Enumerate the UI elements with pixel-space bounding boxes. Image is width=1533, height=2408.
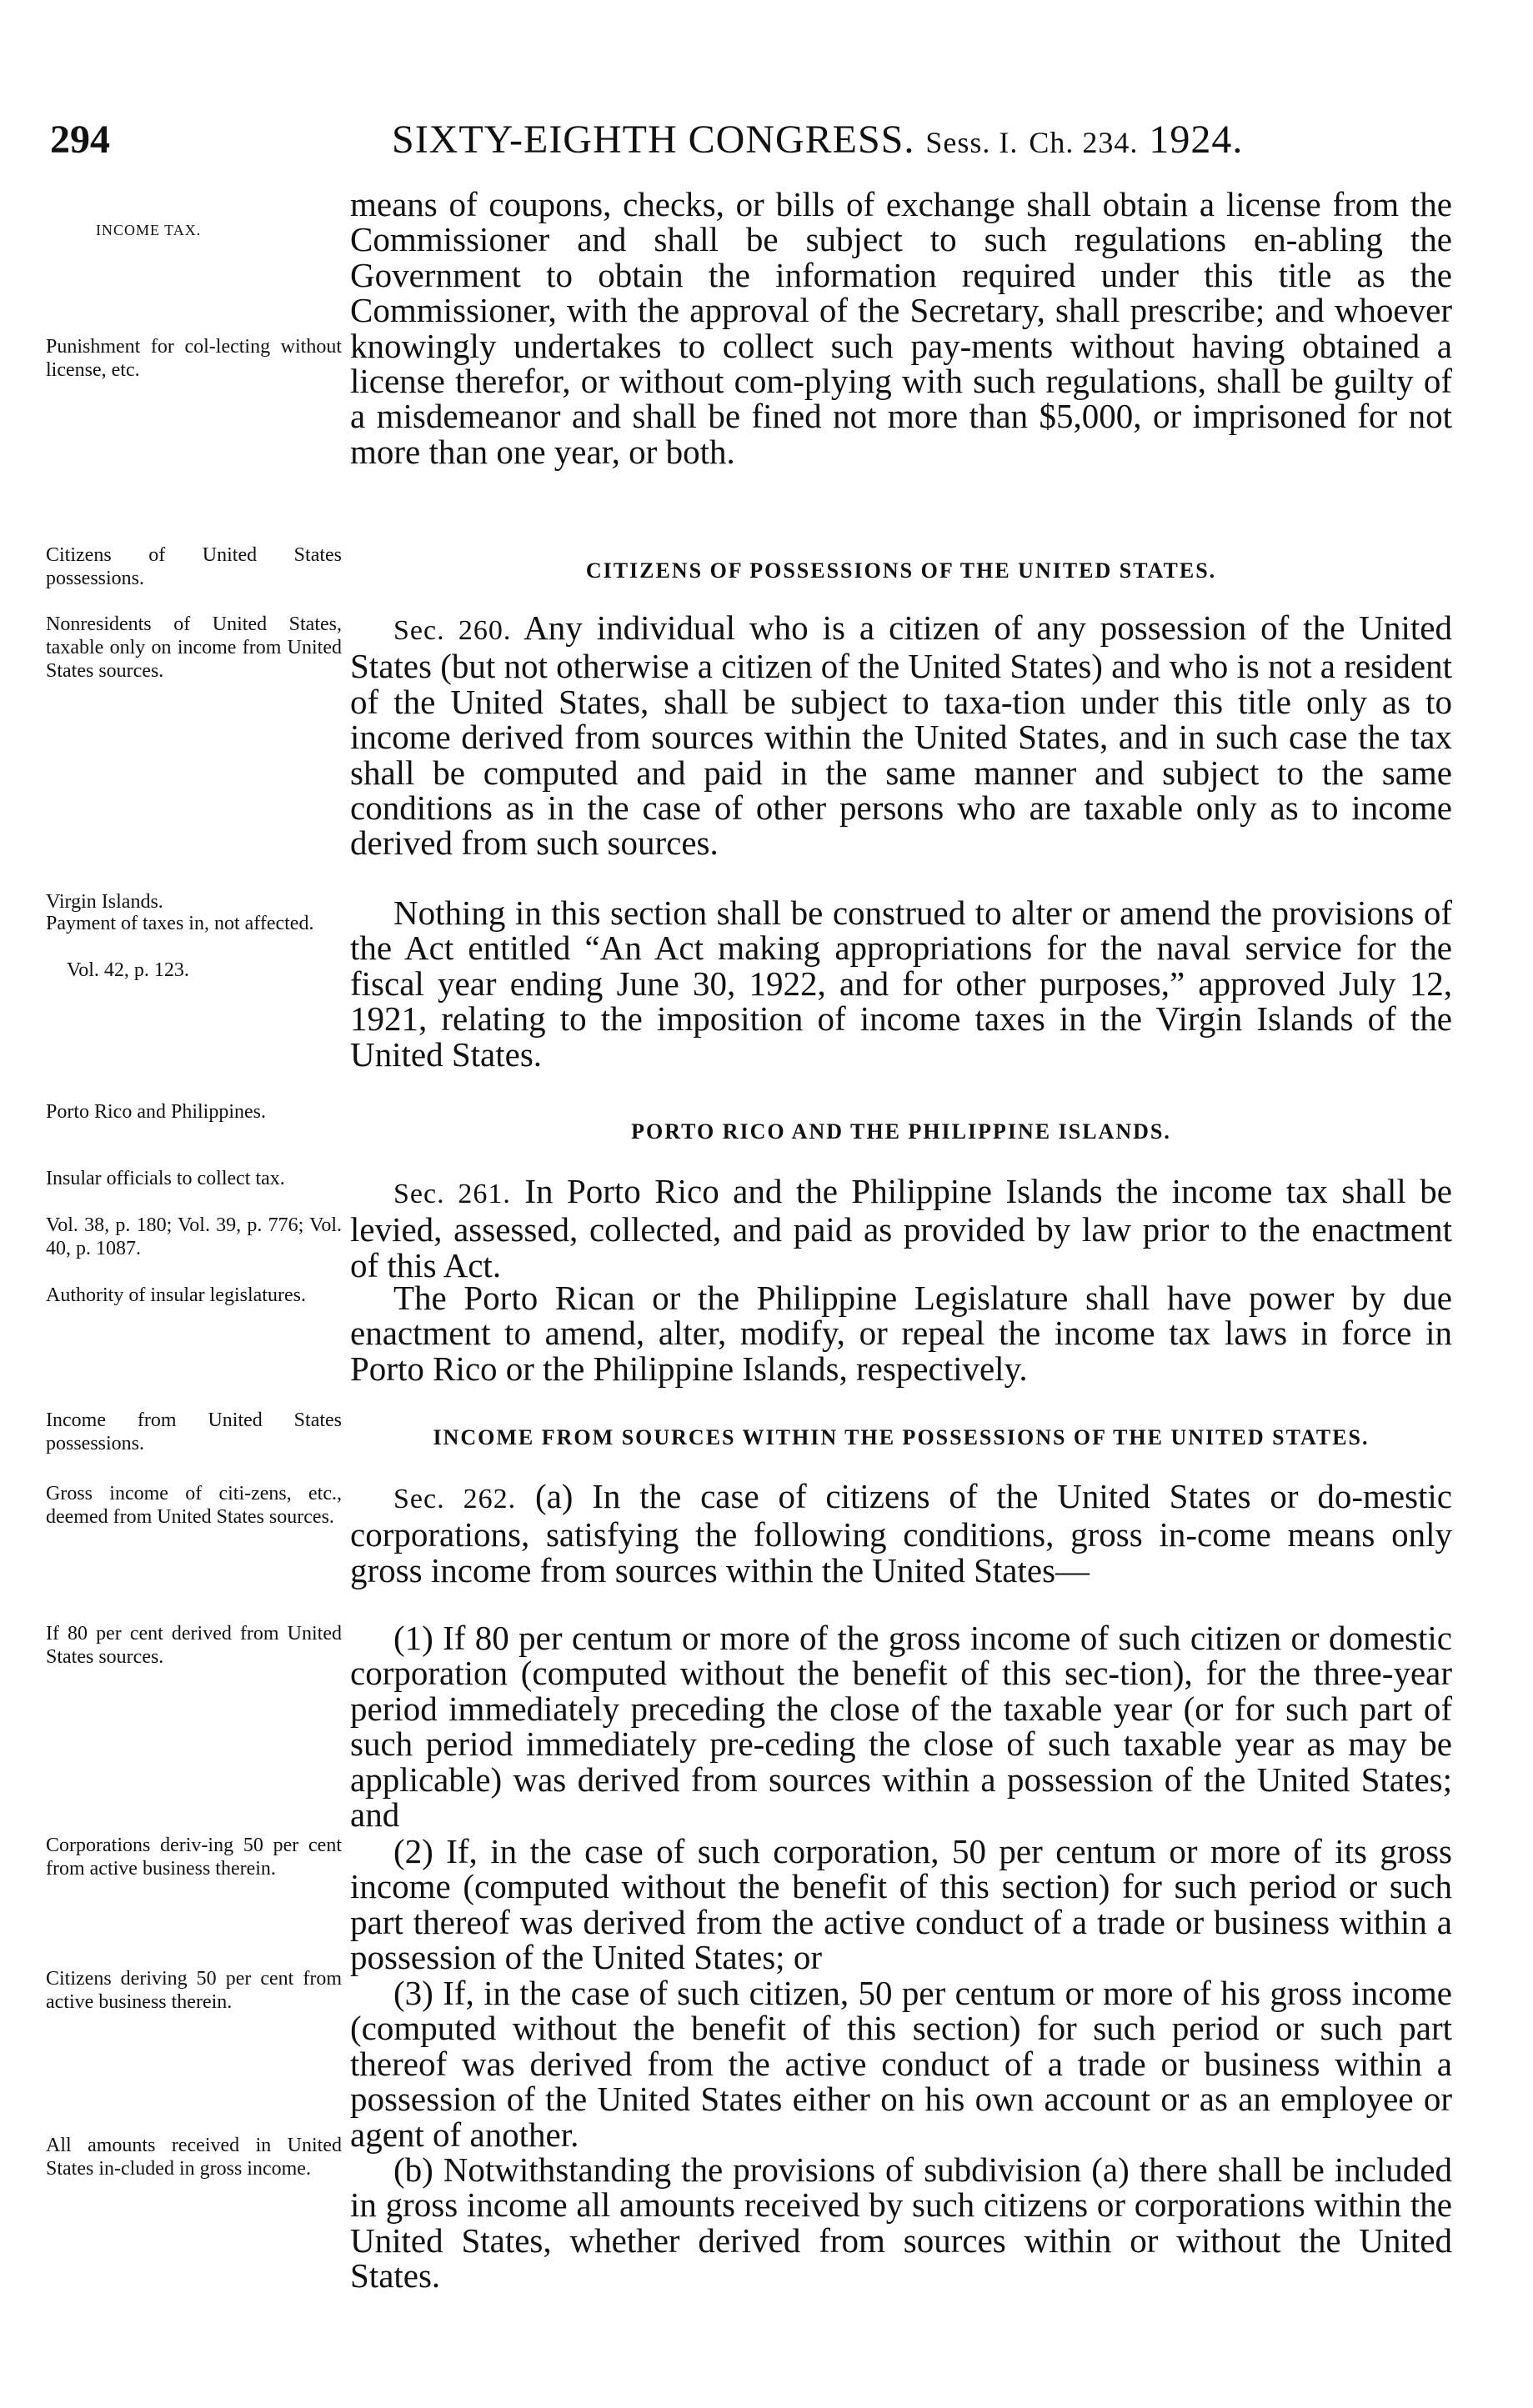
sidenote-nonresidents: Nonresidents of United States, taxable only on income from United States sources. [46, 613, 342, 682]
paragraph-legislature: The Porto Rican or the Philippine Legislature shall have power by due enactment to amend, alter, modify, or repeal the income tax laws in force in Porto Rico or the Philippine Islands, respectively. [350, 1279, 1452, 1388]
sidenote-punishment: Punishment for col-lecting without license, etc. [46, 336, 342, 381]
sidenote-vol38: Vol. 38, p. 180; Vol. 39, p. 776; Vol. 40, p. 1087. [46, 1214, 342, 1259]
year-label: 1924. [1149, 118, 1244, 162]
sidenote-virgin-islands: Virgin Islands. [46, 891, 163, 913]
sidenote-corporations: Corporations deriv-ing 50 per cent from active business therein. [46, 1835, 342, 1880]
section-262-text: (a) In the case of citizens of the United States or do-mestic corporations, satisfying the following conditions, gross in-come means only gross income from sources within the United States— [350, 1477, 1453, 1589]
sidenote-income-possessions: Income from United States possessions. [46, 1409, 342, 1454]
sidenote-gross-income: Gross income of citi-zens, etc., deemed from United States sources. [46, 1483, 342, 1528]
paragraph-sec-262 [350, 1479, 1452, 1588]
section-number-260: Sec. 260. [393, 615, 512, 646]
heading-porto-rico: PORTO RICO AND THE PHILIPPINE ISLANDS. [631, 1119, 1171, 1144]
sidenote-income-tax: INCOME TAX. [96, 222, 202, 238]
chapter-label: Ch. 234. [1029, 126, 1139, 159]
sidenote-all-amounts: All amounts received in United States in-cluded in gross income. [46, 2135, 342, 2180]
sidenote-if80: If 80 per cent derived from United States sources. [46, 1623, 342, 1668]
running-header [392, 117, 1243, 166]
section-261-text: In Porto Rico and the Philippine Islands the income tax shall be levied, assessed, collected, and paid as provided by law prior to the enactment of this Act. [350, 1172, 1453, 1284]
section-number-261: Sec. 261. [393, 1179, 511, 1209]
session-label: Sess. I. [925, 126, 1019, 159]
sidenote-payment-taxes: Payment of taxes in, not affected. [46, 913, 314, 934]
heading-income-sources: INCOME FROM SOURCES WITHIN THE POSSESSIONS OF THE UNITED STATES. [433, 1425, 1370, 1449]
paragraph-clause-1: (1) If 80 per centum or more of the gross income of such citizen or domestic corporation (computed without the benefit of this sec-tion), for the three-year period immediately preceding the close of the taxable year (or for such part of such period immediately pre-ceding the close of such taxable year as may be applicable) was derived from sources within a possession of the United States; and [350, 1619, 1452, 1835]
sidenote-citizens50: Citizens deriving 50 per cent from active business therein. [46, 1968, 342, 2013]
paragraph-intro: means of coupons, checks, or bills of exchange shall obtain a license from the Commissioner and shall be subject to such regulations en-abling the Government to obtain the information required under this title as the Commissioner, with the approval of the Secretary, shall prescribe; and whoever knowingly undertakes to collect such pay-ments without having obtained a license therefor, or without com-plying with such regulations, shall be guilty of a misdemeanor and shall be fined not more than $5,000, or imprisoned for not more than one year, or both. [350, 185, 1452, 471]
paragraph-virgin-islands: Nothing in this section shall be construed to alter or amend the provisions of the Act entitled “An Act making appropriations for the naval service for the fiscal year ending June 30, 1922, and for other purposes,” approved July 12, 1921, relating to the imposition of income taxes in the Virgin Islands of the United States. [350, 894, 1452, 1074]
paragraph-sec-260 [350, 610, 1452, 861]
paragraph-clause-3: (3) If, in the case of such citizen, 50 per centum or more of his gross income (computed without the benefit of this section) for such period or such part thereof was derived from the active conduct of a trade or business within a possession of the United States either on his own account or as an employee or agent of another. [350, 1974, 1452, 2154]
heading-citizens-possessions: CITIZENS OF POSSESSIONS OF THE UNITED STATES. [585, 558, 1217, 583]
sidenote-vol42: Vol. 42, p. 123. [67, 959, 189, 981]
page-number: 294 [50, 118, 110, 162]
sidenote-insular-officials: Insular officials to collect tax. [46, 1168, 285, 1189]
sidenote-authority: Authority of insular legislatures. [46, 1284, 306, 1306]
paragraph-sec-261 [350, 1174, 1452, 1283]
sidenote-citizens-possessions: Citizens of United States possessions. [46, 544, 342, 589]
paragraph-subdivision-b: (b) Notwithstanding the provisions of subdivision (a) there shall be included in gross income all amounts received by such citizens or corporations within the United States, whether derived from sources within or without the United States. [350, 2150, 1452, 2295]
section-number-262: Sec. 262. [393, 1484, 517, 1514]
paragraph-clause-2: (2) If, in the case of such corporation, 50 per centum or more of its gross income (computed without the benefit of this section) for such period or such part thereof was derived from the active conduct of a trade or business within a possession of the United States; or [350, 1832, 1452, 1977]
congress-title: SIXTY-EIGHTH CONGRESS. [392, 118, 915, 162]
sidenote-porto-rico: Porto Rico and Philippines. [46, 1101, 266, 1123]
section-260-text: Any individual who is a citizen of any possession of the United States (but not otherwise a citizen of the United States) and who is not a resident of the United States, shall be subject to taxa-tion under this title only as to income derived from sources within the United States, and in such case the tax shall be computed and paid in the same manner and subject to the same conditions as in the case of other persons who are taxable only as to income derived from such sources. [350, 608, 1452, 863]
